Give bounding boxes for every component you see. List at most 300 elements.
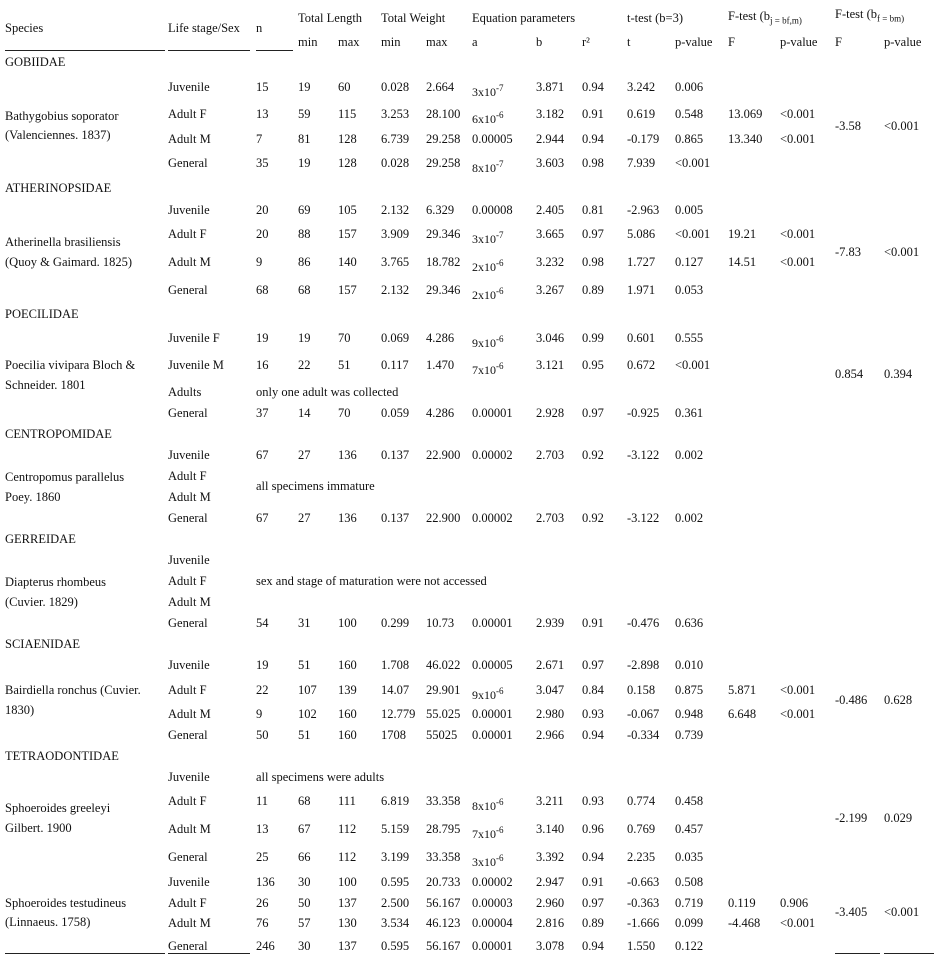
- header-t-pvalue: p-value: [675, 35, 713, 49]
- header-f-test-stage: F-test ($b_{j = bf,m)}$: [728, 9, 802, 26]
- family-name: ATHERINOPSIDAE: [5, 181, 112, 195]
- cell-a: 0.00002: [472, 448, 513, 462]
- cell-life-stage: Adult M: [168, 490, 211, 504]
- cell-tl-min: 30: [298, 939, 311, 953]
- cell-tw-min: 14.07: [381, 683, 410, 697]
- cell-tw-min: 6.819: [381, 794, 410, 808]
- cell-a: $9x10^{-6}$: [472, 333, 504, 350]
- cell-F: -4.468: [728, 916, 761, 930]
- cell-life-stage: Adult F: [168, 227, 207, 241]
- cell-t: 1.727: [627, 255, 656, 269]
- ftest-sex-F: 0.854: [835, 367, 864, 381]
- cell-tl-max: 100: [338, 616, 357, 630]
- cell-life-stage: Juvenile: [168, 553, 210, 567]
- cell-F-pvalue: <0.001: [780, 255, 816, 269]
- cell-n: 9: [256, 255, 263, 269]
- cell-life-stage: Adult F: [168, 683, 207, 697]
- note-text: all specimens were adults: [256, 770, 385, 784]
- cell-t: -0.179: [627, 132, 660, 146]
- cell-tw-min: 12.779: [381, 707, 416, 721]
- cell-t: 0.769: [627, 822, 656, 836]
- cell-tl-max: 160: [338, 658, 357, 672]
- cell-b: 2.816: [536, 916, 565, 930]
- cell-tl-min: 57: [298, 916, 311, 930]
- cell-b: 3.665: [536, 227, 565, 241]
- cell-F: 5.871: [728, 683, 757, 697]
- cell-r2: 0.94: [582, 80, 604, 94]
- cell-t: -0.363: [627, 896, 660, 910]
- rule: [256, 50, 293, 51]
- cell-t: -0.925: [627, 406, 660, 420]
- cell-tl-max: 70: [338, 331, 351, 345]
- cell-r2: 0.94: [582, 728, 604, 742]
- cell-a: 0.00001: [472, 406, 513, 420]
- cell-r2: 0.89: [582, 916, 604, 930]
- cell-t: -2.898: [627, 658, 660, 672]
- cell-F-pvalue: <0.001: [780, 107, 816, 121]
- cell-t: -0.663: [627, 875, 660, 889]
- cell-life-stage: Juvenile: [168, 875, 210, 889]
- cell-tl-max: 112: [338, 850, 357, 864]
- cell-n: 67: [256, 448, 269, 462]
- cell-r2: 0.84: [582, 683, 604, 697]
- cell-life-stage: Adult F: [168, 794, 207, 808]
- cell-tl-min: 19: [298, 156, 311, 170]
- cell-t-pvalue: 0.457: [675, 822, 704, 836]
- cell-b: 2.944: [536, 132, 565, 146]
- cell-tl-min: 31: [298, 616, 311, 630]
- cell-tl-max: 60: [338, 80, 351, 94]
- cell-a: 0.00001: [472, 939, 513, 953]
- header-life-stage: Life stage/Sex: [168, 21, 240, 35]
- ftest-sex-p: 0.394: [884, 367, 913, 381]
- cell-r2: 0.92: [582, 448, 604, 462]
- cell-r2: 0.94: [582, 939, 604, 953]
- cell-r2: 0.98: [582, 255, 604, 269]
- cell-a: 0.00003: [472, 896, 513, 910]
- cell-a: 0.00005: [472, 658, 513, 672]
- cell-n: 15: [256, 80, 269, 94]
- cell-tl-min: 107: [298, 683, 317, 697]
- cell-life-stage: General: [168, 728, 208, 742]
- cell-tl-max: 115: [338, 107, 357, 121]
- cell-F-pvalue: <0.001: [780, 227, 816, 241]
- cell-tl-min: 51: [298, 728, 311, 742]
- cell-r2: 0.93: [582, 707, 604, 721]
- cell-b: 3.871: [536, 80, 565, 94]
- cell-life-stage: Juvenile: [168, 770, 210, 784]
- header-tl-min: min: [298, 35, 318, 49]
- cell-n: 76: [256, 916, 269, 930]
- rule: [5, 953, 165, 954]
- cell-t: 2.235: [627, 850, 656, 864]
- header-tl-max: max: [338, 35, 360, 49]
- cell-r2: 0.91: [582, 875, 604, 889]
- cell-life-stage: Juvenile M: [168, 358, 224, 372]
- note-text: sex and stage of maturation were not accessed: [256, 574, 487, 588]
- cell-t-pvalue: <0.001: [675, 358, 711, 372]
- cell-b: 2.947: [536, 875, 565, 889]
- cell-life-stage: Adult M: [168, 916, 211, 930]
- cell-t-pvalue: 0.005: [675, 203, 704, 217]
- cell-tw-min: 0.069: [381, 331, 410, 345]
- cell-r2: 0.97: [582, 227, 604, 241]
- cell-tl-min: 102: [298, 707, 317, 721]
- cell-r2: 0.98: [582, 156, 604, 170]
- cell-F: 0.119: [728, 896, 756, 910]
- cell-t-pvalue: 0.010: [675, 658, 704, 672]
- cell-tw-min: 3.765: [381, 255, 410, 269]
- cell-life-stage: Juvenile F: [168, 331, 220, 345]
- cell-tl-min: 19: [298, 80, 311, 94]
- note-text: all specimens immature: [256, 479, 375, 493]
- family-name: GERREIDAE: [5, 532, 76, 546]
- cell-life-stage: Adult F: [168, 107, 207, 121]
- cell-life-stage: Juvenile: [168, 203, 210, 217]
- cell-a: 0.00002: [472, 875, 513, 889]
- cell-n: 11: [256, 794, 269, 808]
- cell-t: 0.774: [627, 794, 656, 808]
- cell-a: $3x10^{-7}$: [472, 229, 504, 246]
- rule: [835, 953, 880, 954]
- cell-t: -1.666: [627, 916, 660, 930]
- cell-t: -2.963: [627, 203, 660, 217]
- cell-t: -0.476: [627, 616, 660, 630]
- cell-tw-min: 0.299: [381, 616, 410, 630]
- cell-a: 0.00002: [472, 511, 513, 525]
- cell-tl-max: 70: [338, 406, 351, 420]
- cell-tw-max: 56.167: [426, 896, 461, 910]
- family-name: SCIAENIDAE: [5, 637, 80, 651]
- cell-life-stage: Adult M: [168, 255, 211, 269]
- cell-t: 0.619: [627, 107, 656, 121]
- cell-tw-max: 1.470: [426, 358, 455, 372]
- cell-b: 3.232: [536, 255, 565, 269]
- ftest-sex-F: -3.405: [835, 905, 868, 919]
- cell-b: 3.078: [536, 939, 565, 953]
- cell-tl-min: 27: [298, 511, 311, 525]
- cell-t-pvalue: 0.035: [675, 850, 704, 864]
- cell-n: 13: [256, 107, 269, 121]
- cell-r2: 0.89: [582, 283, 604, 297]
- cell-tw-min: 6.739: [381, 132, 410, 146]
- cell-t: 0.158: [627, 683, 656, 697]
- cell-b: 2.928: [536, 406, 565, 420]
- cell-n: 136: [256, 875, 275, 889]
- cell-t-pvalue: 0.122: [675, 939, 704, 953]
- cell-tw-max: 55025: [426, 728, 458, 742]
- cell-r2: 0.81: [582, 203, 604, 217]
- cell-tw-max: 46.022: [426, 658, 461, 672]
- cell-r2: 0.94: [582, 132, 604, 146]
- cell-tw-max: 46.123: [426, 916, 461, 930]
- cell-t-pvalue: 0.508: [675, 875, 704, 889]
- header-f-test-sex: F-test ($b_{f = bm)}$: [835, 7, 905, 24]
- cell-b: 3.211: [536, 794, 564, 808]
- cell-t-pvalue: 0.739: [675, 728, 704, 742]
- cell-b: 3.046: [536, 331, 565, 345]
- cell-tl-min: 27: [298, 448, 311, 462]
- cell-tw-min: 3.199: [381, 850, 410, 864]
- cell-tl-min: 14: [298, 406, 311, 420]
- cell-F: 13.069: [728, 107, 763, 121]
- ftest-sex-p: <0.001: [884, 119, 920, 133]
- cell-F-pvalue: <0.001: [780, 132, 816, 146]
- ftest-sex-F: -7.83: [835, 245, 862, 259]
- ftest-sex-F: -2.199: [835, 811, 868, 825]
- cell-a: $3x10^{-6}$: [472, 852, 504, 869]
- cell-F: 6.648: [728, 707, 757, 721]
- cell-b: 3.392: [536, 850, 565, 864]
- cell-a: $7x10^{-6}$: [472, 360, 504, 377]
- header-r2: r²: [582, 35, 590, 49]
- cell-n: 67: [256, 511, 269, 525]
- cell-t-pvalue: 0.053: [675, 283, 704, 297]
- cell-tl-min: 30: [298, 875, 311, 889]
- cell-tw-max: 29.901: [426, 683, 461, 697]
- header-F2-pvalue: p-value: [884, 35, 922, 49]
- cell-life-stage: General: [168, 406, 208, 420]
- cell-a: 0.00008: [472, 203, 513, 217]
- cell-tl-min: 19: [298, 331, 311, 345]
- cell-tl-min: 67: [298, 822, 311, 836]
- note-text: only one adult was collected: [256, 385, 399, 399]
- header-F1-pvalue: p-value: [780, 35, 818, 49]
- cell-a: $9x10^{-6}$: [472, 685, 504, 702]
- cell-tw-max: 20.733: [426, 875, 461, 889]
- cell-n: 7: [256, 132, 263, 146]
- cell-n: 20: [256, 227, 269, 241]
- cell-life-stage: General: [168, 156, 208, 170]
- family-name: CENTROPOMIDAE: [5, 427, 112, 441]
- cell-n: 20: [256, 203, 269, 217]
- cell-tw-min: 2.132: [381, 203, 410, 217]
- cell-tw-max: 22.900: [426, 511, 461, 525]
- cell-t: -0.334: [627, 728, 660, 742]
- cell-t: 0.601: [627, 331, 656, 345]
- cell-n: 68: [256, 283, 269, 297]
- cell-tl-min: 68: [298, 794, 311, 808]
- cell-t-pvalue: 0.636: [675, 616, 704, 630]
- cell-F-pvalue: 0.906: [780, 896, 809, 910]
- cell-tl-min: 88: [298, 227, 311, 241]
- cell-tl-max: 128: [338, 156, 357, 170]
- cell-t-pvalue: 0.458: [675, 794, 704, 808]
- cell-t: 0.672: [627, 358, 656, 372]
- cell-tw-min: 0.595: [381, 875, 410, 889]
- cell-n: 246: [256, 939, 275, 953]
- cell-n: 54: [256, 616, 269, 630]
- cell-n: 16: [256, 358, 269, 372]
- ftest-sex-p: <0.001: [884, 905, 920, 919]
- family-name: POECILIDAE: [5, 307, 79, 321]
- cell-life-stage: Adult M: [168, 822, 211, 836]
- cell-t: 1.550: [627, 939, 656, 953]
- cell-tl-max: 137: [338, 896, 357, 910]
- cell-tw-min: 3.534: [381, 916, 410, 930]
- cell-n: 37: [256, 406, 269, 420]
- cell-tw-min: 2.132: [381, 283, 410, 297]
- cell-tw-min: 0.059: [381, 406, 410, 420]
- cell-tw-max: 33.358: [426, 850, 461, 864]
- header-species: Species: [5, 21, 44, 35]
- cell-t-pvalue: <0.001: [675, 156, 711, 170]
- cell-b: 2.960: [536, 896, 565, 910]
- cell-tl-max: 51: [338, 358, 351, 372]
- cell-n: 35: [256, 156, 269, 170]
- cell-r2: 0.93: [582, 794, 604, 808]
- cell-tl-max: 105: [338, 203, 357, 217]
- cell-tw-max: 22.900: [426, 448, 461, 462]
- cell-tl-min: 59: [298, 107, 311, 121]
- cell-tw-max: 29.346: [426, 283, 461, 297]
- cell-tw-min: 0.028: [381, 156, 410, 170]
- ftest-sex-p: 0.029: [884, 811, 913, 825]
- cell-a: $2x10^{-6}$: [472, 257, 504, 274]
- cell-a: $8x10^{-6}$: [472, 796, 504, 813]
- family-name: GOBIIDAE: [5, 55, 66, 69]
- cell-life-stage: General: [168, 511, 208, 525]
- cell-tw-max: 18.782: [426, 255, 461, 269]
- cell-r2: 0.97: [582, 896, 604, 910]
- cell-life-stage: Adult M: [168, 132, 211, 146]
- cell-a: $2x10^{-6}$: [472, 285, 504, 302]
- cell-t: -3.122: [627, 511, 660, 525]
- cell-tw-min: 1708: [381, 728, 406, 742]
- cell-tl-max: 157: [338, 227, 357, 241]
- ftest-sex-F: -0.486: [835, 693, 868, 707]
- cell-tw-max: 4.286: [426, 406, 455, 420]
- cell-t-pvalue: 0.361: [675, 406, 704, 420]
- cell-t: 5.086: [627, 227, 656, 241]
- cell-a: $7x10^{-6}$: [472, 824, 504, 841]
- cell-n: 26: [256, 896, 269, 910]
- cell-tl-max: 160: [338, 728, 357, 742]
- cell-life-stage: Adult M: [168, 595, 211, 609]
- cell-n: 25: [256, 850, 269, 864]
- cell-F: 13.340: [728, 132, 763, 146]
- cell-b: 3.603: [536, 156, 565, 170]
- cell-tl-max: 128: [338, 132, 357, 146]
- cell-t: -3.122: [627, 448, 660, 462]
- cell-tl-max: 157: [338, 283, 357, 297]
- cell-tl-min: 69: [298, 203, 311, 217]
- cell-r2: 0.91: [582, 616, 604, 630]
- cell-t: 7.939: [627, 156, 656, 170]
- cell-tl-min: 68: [298, 283, 311, 297]
- ftest-sex-p: 0.628: [884, 693, 913, 707]
- cell-tw-min: 0.028: [381, 80, 410, 94]
- cell-tl-max: 100: [338, 875, 357, 889]
- cell-tl-max: 139: [338, 683, 357, 697]
- cell-tw-min: 1.708: [381, 658, 410, 672]
- cell-b: 3.140: [536, 822, 565, 836]
- cell-t-pvalue: 0.719: [675, 896, 704, 910]
- cell-b: 3.267: [536, 283, 565, 297]
- cell-life-stage: Adult F: [168, 896, 207, 910]
- cell-tw-max: 4.286: [426, 331, 455, 345]
- rule: [168, 50, 250, 51]
- cell-F-pvalue: <0.001: [780, 916, 816, 930]
- cell-r2: 0.97: [582, 658, 604, 672]
- cell-t-pvalue: 0.127: [675, 255, 704, 269]
- cell-b: 2.966: [536, 728, 565, 742]
- cell-r2: 0.91: [582, 107, 604, 121]
- cell-tl-min: 66: [298, 850, 311, 864]
- cell-n: 9: [256, 707, 263, 721]
- header-total-length: Total Length: [298, 11, 363, 25]
- cell-t-pvalue: 0.875: [675, 683, 704, 697]
- cell-a: 0.00001: [472, 707, 513, 721]
- header-a: a: [472, 35, 478, 49]
- header-t-test: t-test (b=3): [627, 11, 683, 25]
- cell-life-stage: Adults: [168, 385, 202, 399]
- cell-tl-max: 136: [338, 511, 357, 525]
- cell-tl-max: 111: [338, 794, 356, 808]
- cell-n: 50: [256, 728, 269, 742]
- cell-b: 2.671: [536, 658, 565, 672]
- cell-b: 3.121: [536, 358, 565, 372]
- header-F1: F: [728, 35, 735, 49]
- cell-tw-max: 56.167: [426, 939, 461, 953]
- cell-tw-min: 0.137: [381, 448, 410, 462]
- cell-life-stage: Juvenile: [168, 80, 210, 94]
- cell-tl-max: 136: [338, 448, 357, 462]
- cell-tw-max: 55.025: [426, 707, 461, 721]
- cell-tw-min: 0.137: [381, 511, 410, 525]
- cell-a: 0.00004: [472, 916, 513, 930]
- cell-b: 3.182: [536, 107, 565, 121]
- cell-a: 0.00001: [472, 728, 513, 742]
- cell-life-stage: Juvenile: [168, 658, 210, 672]
- cell-t-pvalue: 0.865: [675, 132, 704, 146]
- cell-tl-max: 112: [338, 822, 357, 836]
- cell-tw-min: 0.595: [381, 939, 410, 953]
- header-b: b: [536, 35, 543, 49]
- cell-F: 19.21: [728, 227, 757, 241]
- cell-tl-min: 51: [298, 658, 311, 672]
- cell-r2: 0.94: [582, 850, 604, 864]
- cell-tw-max: 2.664: [426, 80, 455, 94]
- rule: [168, 953, 250, 954]
- cell-b: 2.703: [536, 448, 565, 462]
- cell-a: 0.00005: [472, 132, 513, 146]
- cell-F: 14.51: [728, 255, 757, 269]
- cell-b: 2.405: [536, 203, 565, 217]
- header-tw-min: min: [381, 35, 401, 49]
- family-name: TETRAODONTIDAE: [5, 749, 119, 763]
- header-n: n: [256, 21, 263, 35]
- cell-b: 2.703: [536, 511, 565, 525]
- cell-tw-min: 3.909: [381, 227, 410, 241]
- cell-tw-max: 10.73: [426, 616, 455, 630]
- cell-life-stage: General: [168, 939, 208, 953]
- cell-tl-min: 81: [298, 132, 311, 146]
- cell-tw-max: 28.795: [426, 822, 461, 836]
- header-tw-max: max: [426, 35, 448, 49]
- cell-a: $3x10^{-7}$: [472, 82, 504, 99]
- cell-b: 2.939: [536, 616, 565, 630]
- header-t: t: [627, 35, 631, 49]
- cell-F-pvalue: <0.001: [780, 683, 816, 697]
- cell-n: 22: [256, 683, 269, 697]
- cell-tl-min: 50: [298, 896, 311, 910]
- cell-a: 0.00001: [472, 616, 513, 630]
- cell-tl-min: 86: [298, 255, 311, 269]
- header-equation-parameters: Equation parameters: [472, 11, 576, 25]
- cell-life-stage: General: [168, 283, 208, 297]
- cell-tw-min: 2.500: [381, 896, 410, 910]
